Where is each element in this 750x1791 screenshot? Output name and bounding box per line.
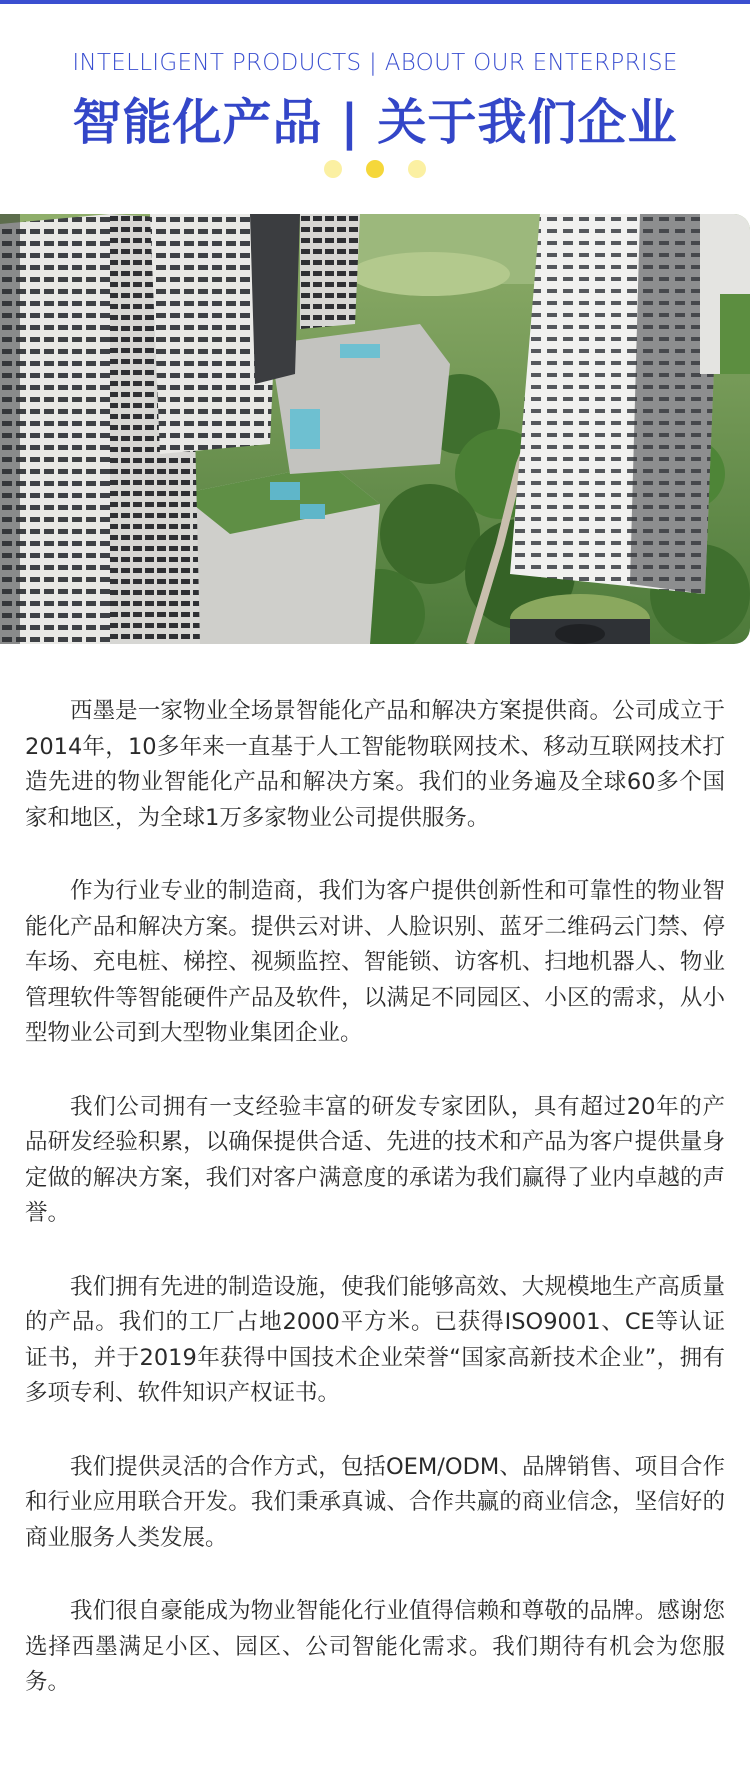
paragraph-rd-team: 我们公司拥有一支经验丰富的研发专家团队，具有超过20年的产品研发经验积累，以确保提供合适、先进的技术和产品为客户提供量身定做的解决方案，我们对客户满意度的承诺为我们赢得了业内卓越的声誉。 (25, 1093, 725, 1226)
paragraph-cooperation: 我们提供灵活的合作方式，包括OEM/ODM、品牌销售、项目合作和行业应用联合开发。我们秉承真诚、合作共赢的商业信念，坚信好的商业服务人类发展。 (25, 1453, 725, 1551)
page-title: 智能化产品 | 关于我们企业 (72, 94, 678, 151)
dot-icon (408, 160, 426, 178)
residential-towers-photo-icon (0, 214, 750, 644)
hero-image (0, 214, 750, 644)
dot-icon (366, 160, 384, 178)
paragraph-company-overview: 西墨是一家物业全场景智能化产品和解决方案提供商。公司成立于2014年，10多年来一直基于人工智能物联网技术、移动互联网技术打造先进的物业智能化产品和解决方案。我们的业务遍及全球60多个国家和地区，为全球1万多家物业公司提供服务。 (25, 698, 725, 831)
intro-text (25, 694, 725, 1739)
page-subtitle: INTELLIGENT PRODUCTS | ABOUT OUR ENTERPRISE (72, 50, 678, 76)
dot-icon (324, 160, 342, 178)
paragraph-closing: 我们很自豪能成为物业智能化行业值得信赖和尊敬的品牌。感谢您选择西墨满足小区、园区、公司智能化需求。我们期待有机会为您服务。 (25, 1598, 725, 1695)
paragraph-products: 作为行业专业的制造商，我们为客户提供创新性和可靠性的物业智能化产品和解决方案。提供云对讲、人脸识别、蓝牙二维码云门禁、停车场、充电桩、梯控、视频监控、智能锁、访客机、扫地机器人、物业管理软件等智能硬件产品及软件，以满足不同园区、小区的需求，从小型物业公司到大型物业集团企业。 (25, 878, 725, 1046)
paragraph-manufacturing: 我们拥有先进的制造设施，使我们能够高效、大规模地生产高质量的产品。我们的工厂占地2000平方米。已获得ISO9001、CE等认证证书，并于2019年获得中国技术企业荣誉“国家高新技术企业”，拥有多项专利、软件知识产权证书。 (25, 1273, 725, 1406)
top-accent-bar (0, 0, 750, 4)
decorative-dots (0, 160, 750, 180)
